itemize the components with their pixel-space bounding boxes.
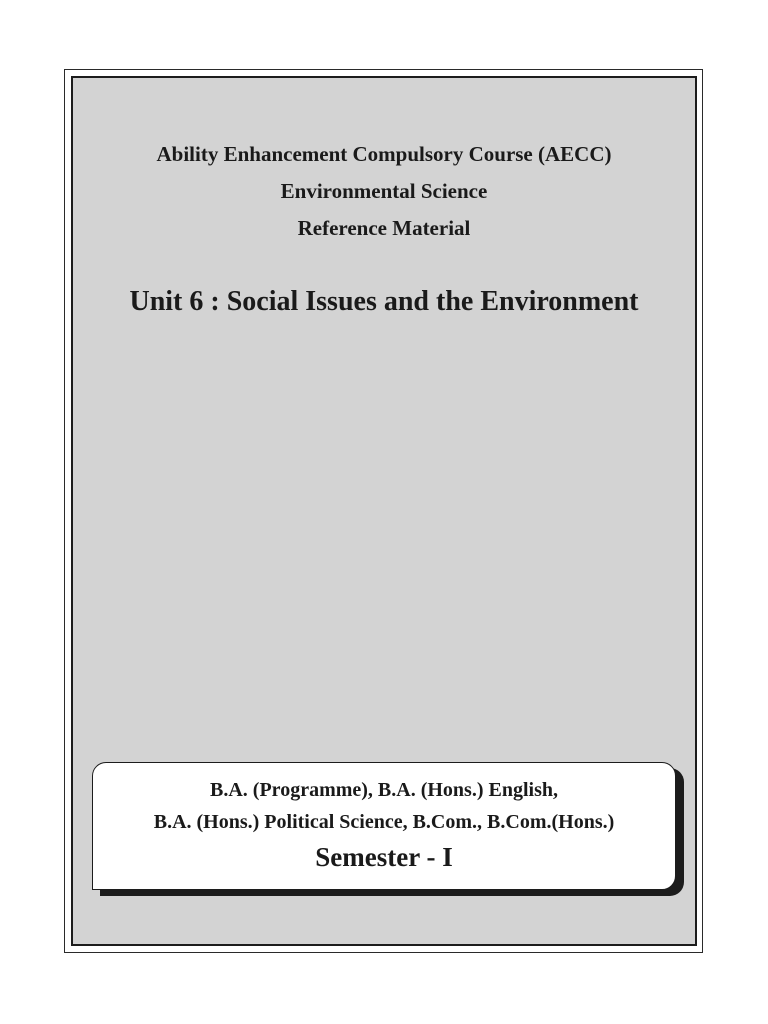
programme-box <box>92 762 676 890</box>
programme-line-2: B.A. (Hons.) Political Science, B.Com., B.Com.(Hons.) <box>153 811 615 833</box>
material-type: Reference Material <box>297 216 471 240</box>
semester-label: Semester - I <box>315 842 453 872</box>
unit-title: Unit 6 : Social Issues and the Environment <box>129 286 639 317</box>
subject-name: Environmental Science <box>280 179 488 203</box>
course-name: Ability Enhancement Compulsory Course (AECC) <box>156 142 612 166</box>
programme-line-1: B.A. (Programme), B.A. (Hons.) English, <box>210 779 558 801</box>
course-header <box>73 136 695 247</box>
